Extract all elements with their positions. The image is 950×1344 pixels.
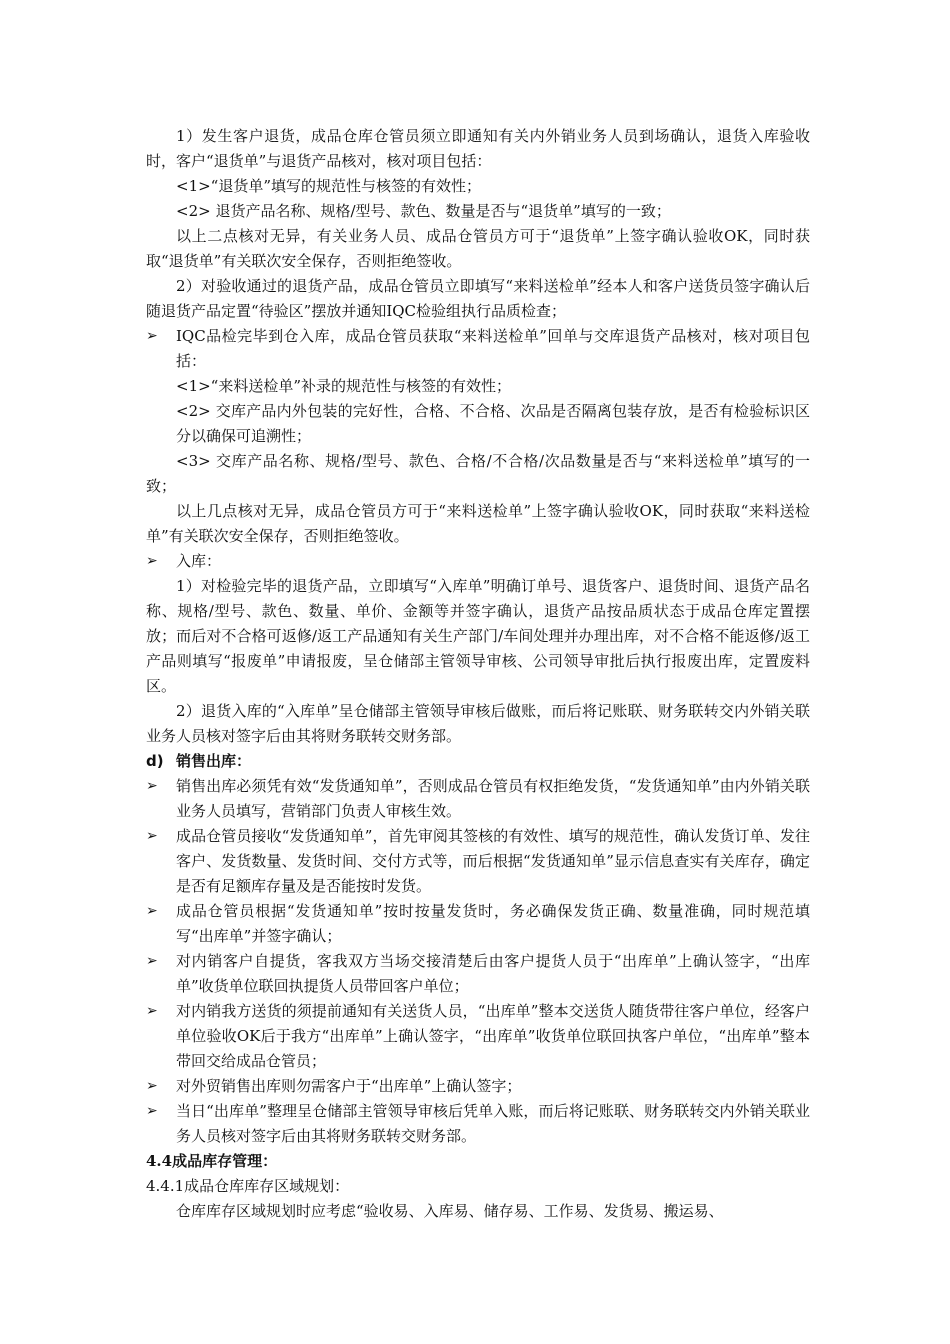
arrow-bullet-icon: ➢ bbox=[146, 903, 158, 919]
return-step-1: 1）发生客户退货，成品仓库仓管员须立即通知有关内外销业务人员到场确认，退货入库验收时，客户“退货单”与退货产品核对，核对项目包括： bbox=[146, 127, 810, 170]
arrow-bullet-icon: ➢ bbox=[146, 953, 158, 969]
bullet-warehousing bbox=[146, 549, 810, 574]
arrow-bullet-icon: ➢ bbox=[146, 828, 158, 844]
iqc-check-item-1: <1>“来料送检单”补录的规范性与核签的有效性； bbox=[176, 377, 512, 395]
warehousing-step-2: 2）退货入库的“入库单”呈仓储部主管领导审核后做账，而后将记账联、财务联转交内外销关联业务人员核对签字后由其将财务联转交财务部。 bbox=[146, 702, 810, 745]
arrow-bullet-icon: ➢ bbox=[146, 778, 158, 794]
arrow-bullet-icon: ➢ bbox=[146, 1103, 158, 1119]
list-item-text: 成品仓管员接收“发货通知单”，首先审阅其签核的有效性、填写的规范性，确认发货订单、发往客户、发货数量、发货时间、交付方式等，而后根据“发货通知单”显示信息查实有关库存，确定是否有足额库存量及是否能按时发货。 bbox=[176, 827, 810, 895]
iqc-check-item-3: <3> 交库产品名称、规格/型号、款色、合格/不合格/次品数量是否与“来料送检单”填写的一致； bbox=[146, 452, 810, 495]
list-item-text: 对内销我方送货的须提前通知有关送货人员，“出库单”整本交送货人随货带往客户单位，经客户单位验收OK后于我方“出库单”上确认签字，“出库单”收货单位联回执客户单位，“出库单”整本带回交给成品仓管员； bbox=[176, 1002, 810, 1070]
section-4-4-1-paragraph: 仓库库存区域规划时应考虑“验收易、入库易、储存易、工作易、发货易、搬运易、 bbox=[176, 1202, 724, 1220]
arrow-bullet-icon: ➢ bbox=[146, 1078, 158, 1094]
section-4-4-1-heading: 4.4.1成品仓库库存区域规划： bbox=[146, 1177, 350, 1195]
bullet-iqc bbox=[146, 324, 810, 374]
document-page bbox=[146, 124, 810, 1224]
section-d-title: 销售出库： bbox=[176, 752, 252, 770]
bullet-iqc-text: IQC品检完毕到仓入库，成品仓管员获取“来料送检单”回单与交库退货产品核对，核对项目包括： bbox=[176, 327, 810, 370]
warehousing-step-1: 1）对检验完毕的退货产品，立即填写“入库单”明确订单号、退货客户、退货时间、退货产品名称、规格/型号、款色、数量、单价、金额等并签字确认，退货产品按品质状态于成品仓库定置摆放；而后对不合格可返修/返工产品通知有关生产部门/车间处理并办理出库，对不合格不能返修/返工产品则填写“报废单”申请报废，呈仓储部主管领导审核、公司领导审批后执行报废出库，定置废料区。 bbox=[146, 577, 810, 695]
arrow-bullet-icon: ➢ bbox=[146, 328, 158, 344]
list-item-text: 对外贸销售出库则勿需客户于“出库单”上确认签字； bbox=[176, 1077, 522, 1095]
arrow-bullet-icon: ➢ bbox=[146, 1003, 158, 1019]
list-item-text: 销售出库必须凭有效“发货通知单”，否则成品仓管员有权拒绝发货，“发货通知单”由内外销关联业务人员填写，营销部门负责人审核生效。 bbox=[176, 777, 810, 820]
iqc-check-item-2: <2> 交库产品内外包装的完好性，合格、不合格、次品是否隔离包装存放，是否有检验标识区分以确保可追溯性； bbox=[176, 402, 810, 445]
list-item bbox=[146, 949, 810, 999]
list-item bbox=[146, 899, 810, 949]
arrow-bullet-icon: ➢ bbox=[146, 553, 158, 569]
bullet-warehousing-text: 入库： bbox=[176, 552, 222, 570]
return-step-2: 2）对验收通过的退货产品，成品仓管员立即填写“来料送检单”经本人和客户送货员签字确认后随退货产品定置“待验区”摆放并通知IQC检验组执行品质检查； bbox=[146, 277, 810, 320]
sales-bullets bbox=[146, 774, 810, 1149]
section-d-tag: d) bbox=[146, 752, 164, 770]
list-item bbox=[146, 1074, 810, 1099]
list-item-text: 当日“出库单”整理呈仓储部主管领导审核后凭单入账，而后将记账联、财务联转交内外销关联业务人员核对签字后由其将财务联转交财务部。 bbox=[176, 1102, 810, 1145]
check-item-2: <2> 退货产品名称、规格/型号、款色、数量是否与“退货单”填写的一致； bbox=[176, 202, 671, 220]
section-d-heading bbox=[146, 749, 810, 774]
list-item-text: 对内销客户自提货，客我双方当场交接清楚后由客户提货人员于“出库单”上确认签字，“出库单”收货单位联回执提货人员带回客户单位； bbox=[176, 952, 810, 995]
list-item bbox=[146, 1099, 810, 1149]
section-4-4-heading: 4.4成品库存管理： bbox=[146, 1152, 278, 1170]
iqc-conclusion: 以上几点核对无异，成品仓管员方可于“来料送检单”上签字确认验收OK，同时获取“来料送检单”有关联次安全保存，否则拒绝签收。 bbox=[146, 502, 810, 545]
check-item-1: <1>“退货单”填写的规范性与核签的有效性； bbox=[176, 177, 482, 195]
check-conclusion: 以上二点核对无异，有关业务人员、成品仓管员方可于“退货单”上签字确认验收OK，同时获取“退货单”有关联次安全保存，否则拒绝签收。 bbox=[146, 227, 810, 270]
list-item bbox=[146, 824, 810, 899]
list-item-text: 成品仓管员根据“发货通知单”按时按量发货时，务必确保发货正确、数量准确，同时规范填写“出库单”并签字确认； bbox=[176, 902, 810, 945]
list-item bbox=[146, 999, 810, 1074]
list-item bbox=[146, 774, 810, 824]
